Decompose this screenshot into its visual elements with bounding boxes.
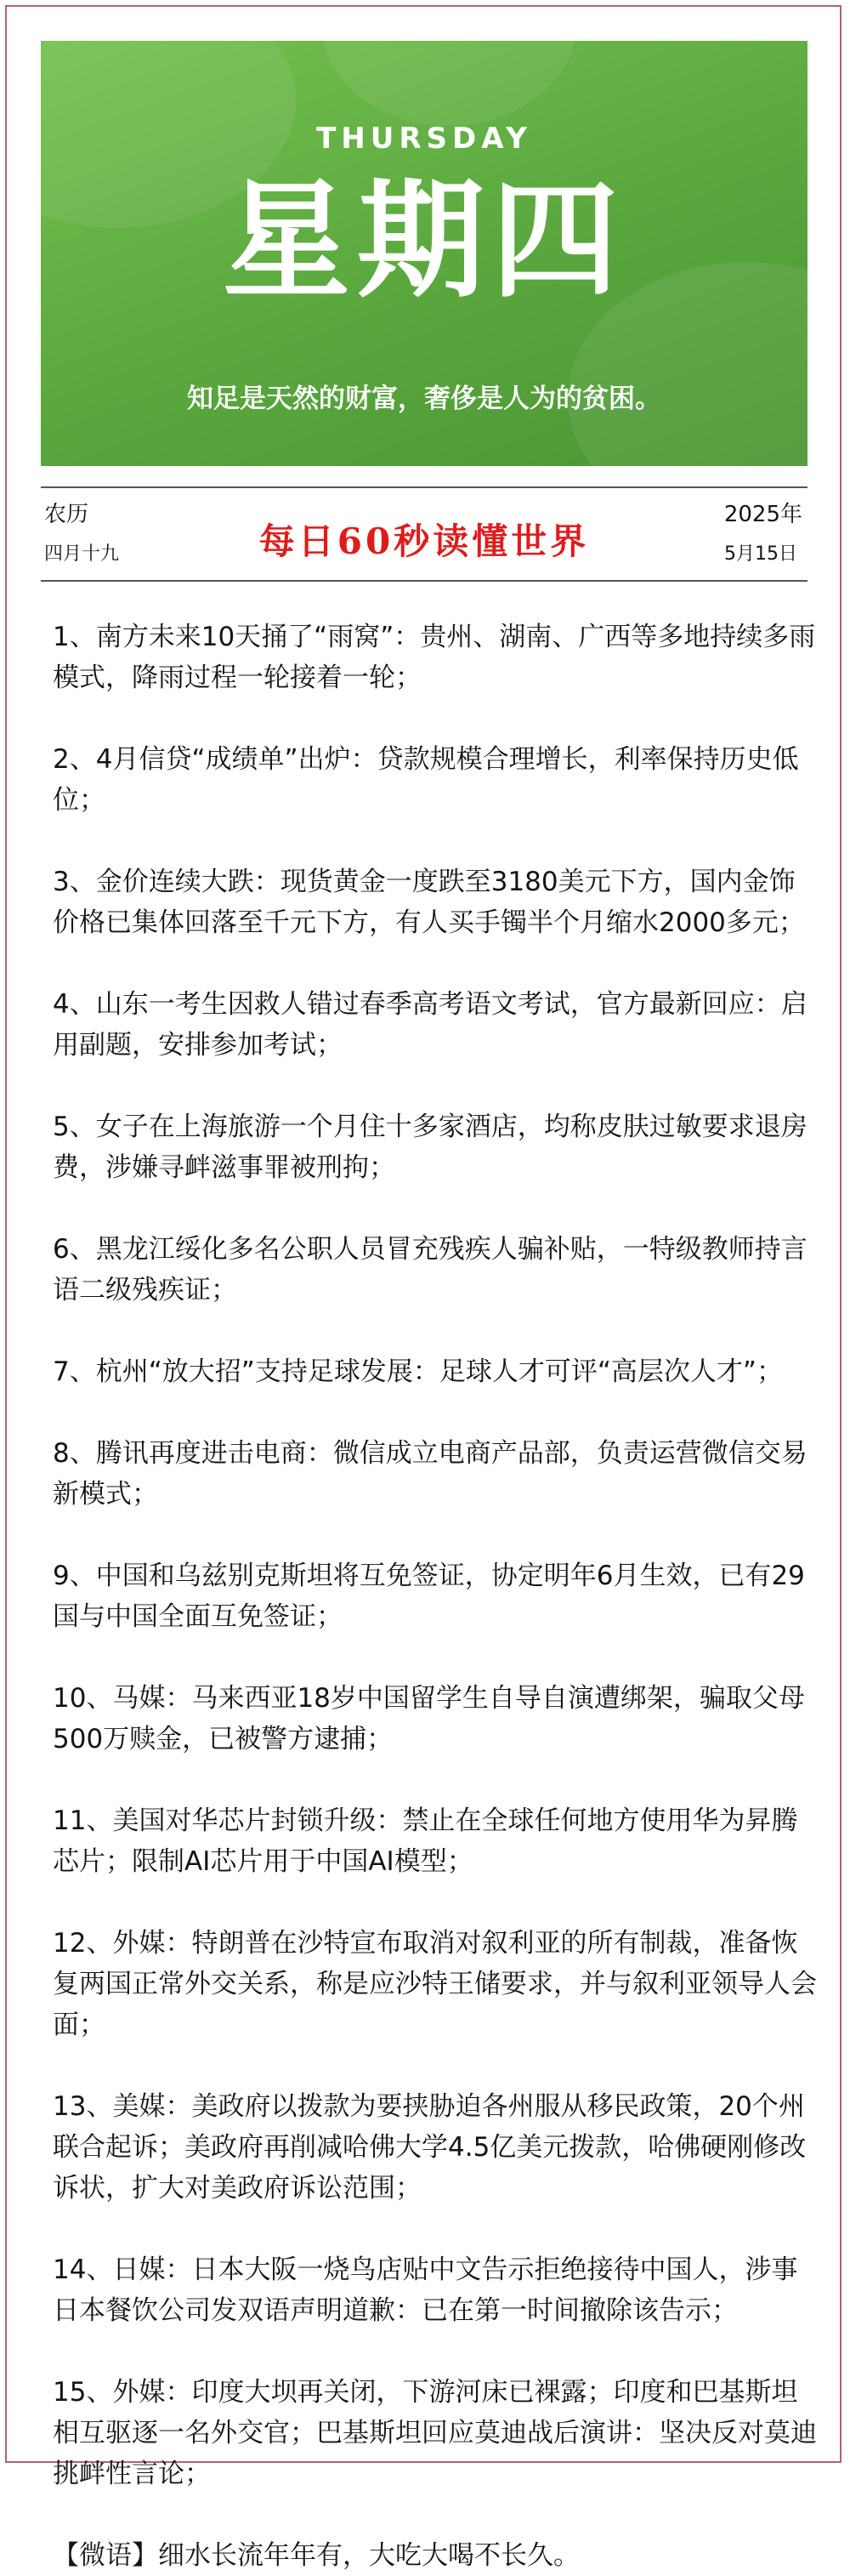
news-item: 6、黑龙江绥化多名公职人员冒充残疾人骗补贴，一特级教师持言语二级残疾证； bbox=[53, 1234, 808, 1305]
news-item: 11、美国对华芯片封锁升级：禁止在全球任何地方使用华为昇腾芯片；限制AI芯片用于中国AI模型； bbox=[53, 1805, 798, 1877]
lunar-label: 农历 bbox=[44, 502, 89, 527]
news-item: 15、外媒：印度大坝再关闭，下游河床已裸露；印度和巴基斯坦相互驱逐一名外交官；巴基斯坦回应莫迪战后演讲：坚决反对莫迪挑衅性言论； bbox=[53, 2377, 817, 2489]
news-item: 14、日媒：日本大阪一烧鸟店贴中文告示拒绝接待中国人，涉事日本餐饮公司发双语声明道歉：已在第一时间撤除该告示； bbox=[53, 2255, 798, 2326]
weekday-chinese: 星期四 bbox=[222, 166, 626, 316]
news-item: 3、金价连续大跌：现货黄金一度跌至3180美元下方，国内金饰价格已集体回落至千元下方，有人买手镯半个月缩水2000多元； bbox=[53, 867, 805, 938]
news-item: 9、中国和乌兹别克斯坦将互免签证，协定明年6月生效，已有29国与中国全面互免签证； bbox=[53, 1561, 805, 1632]
news-item: 5、女子在上海旅游一个月住十多家酒店，均称皮肤过敏要求退房费，涉嫌寻衅滋事罪被刑拘； bbox=[53, 1112, 808, 1183]
year: 2025年 bbox=[723, 502, 802, 527]
date-row bbox=[41, 486, 808, 582]
news-item: 2、4月信贷“成绩单”出炉：贷款规模合理增长，利率保持历史低位； bbox=[53, 744, 799, 816]
news-item: 13、美媒：美政府以拨款为要挟胁迫各州服从移民政策，20个州联合起诉；美政府再削减哈佛大学4.5亿美元拨款，哈佛硬刚修改诉状，扩大对美政府诉讼范围； bbox=[53, 2091, 807, 2204]
news-item: 4、山东一考生因救人错过春季高考语文考试，官方最新回应：启用副题，安排参加考试； bbox=[53, 989, 808, 1061]
banner-leaf-decoration bbox=[321, 41, 576, 126]
news-item: 10、马媒：马来西亚18岁中国留学生自导自演遭绑架，骗取父母500万赎金，已被警方逮捕； bbox=[53, 1683, 805, 1754]
news-item: 1、南方未来10天捅了“雨窝”：贵州、湖南、广西等多地持续多雨模式，降雨过程一轮接着一轮； bbox=[53, 622, 816, 693]
page-title: 每日60秒读懂世界 bbox=[258, 520, 590, 562]
closing-remark: 【微语】细水长流年年有，大吃大喝不长久。 bbox=[53, 2540, 580, 2571]
news-item: 12、外媒：特朗普在沙特宣布取消对叙利亚的所有制裁，准备恢复两国正常外交关系，称是应沙特王储要求，并与叙利亚领导人会面； bbox=[53, 1928, 817, 2040]
lunar-date: 四月十九 bbox=[44, 543, 120, 565]
news-item: 8、腾讯再度进击电商：微信成立电商产品部，负责运营微信交易新模式； bbox=[53, 1438, 808, 1510]
news-list bbox=[53, 617, 818, 2576]
daily-quote: 知足是天然的财富，奢侈是人为的贫困。 bbox=[187, 384, 661, 414]
month-day: 5月15日 bbox=[724, 543, 797, 565]
weekday-banner bbox=[41, 41, 808, 466]
weekday-english: THURSDAY bbox=[316, 122, 532, 156]
news-item: 7、杭州“放大招”支持足球发展：足球人才可评“高层次人才”； bbox=[53, 1356, 783, 1387]
